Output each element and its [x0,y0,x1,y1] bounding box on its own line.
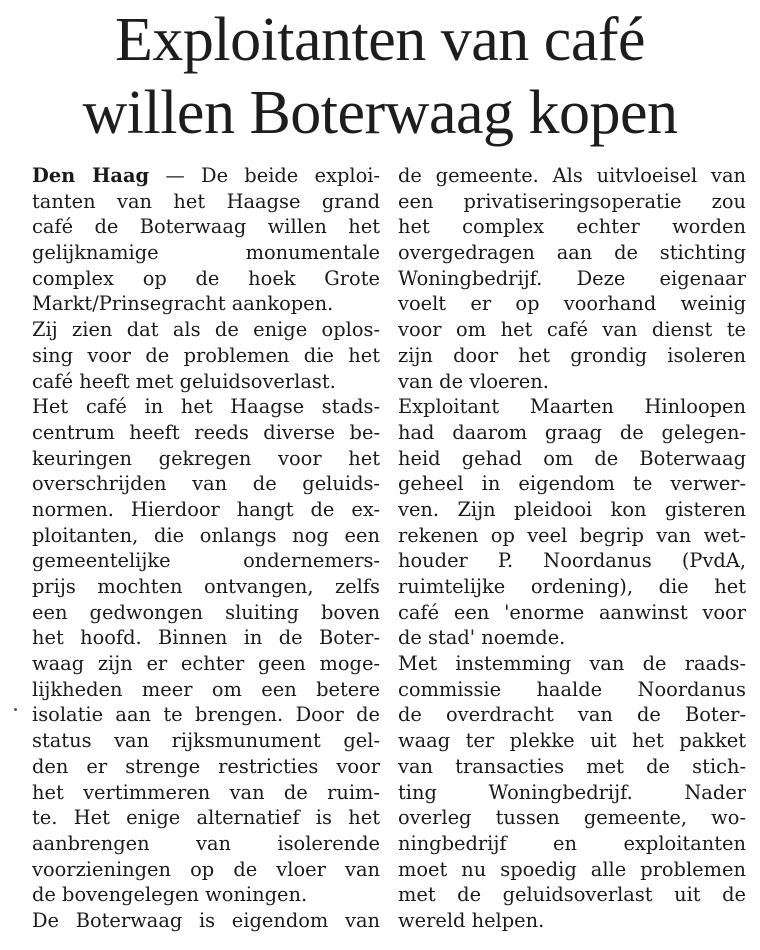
article-text-span: — De beide exploi- [149,164,380,187]
article-text-line: waag zijn er echter geen moge- [32,652,380,676]
article-text-line: tanten van het Haagse grand [32,189,380,213]
dateline: Den Haag [32,164,150,187]
article-text-line: complex op de hoek Grote [32,266,380,290]
article-text-line: Zij zien dat als de enige oplos- [32,318,380,342]
article-text-line: voelt er op voorhand weinig [398,292,746,316]
article-text-line: de gemeente. Als uitvloeisel van [398,164,746,187]
article-text-line: Exploitant Maarten Hinloopen [398,395,746,419]
article-text-line: had daarom graag de gelegen- [398,420,746,444]
print-speck [14,708,17,711]
article-text-line: Het café in het Haagse stads- [32,395,380,419]
article-text-line: ting Woningbedrijf. Nader [398,780,746,804]
article-text-line: centrum heeft reeds diverse be- [32,420,380,444]
article-text-line: de overdracht van de Boter- [398,703,746,727]
article-text-line [32,163,380,189]
article-text-line: moet nu spoedig alle problemen [398,857,746,881]
article-text-line: prijs mochten ontvangen, zelfs [32,575,380,598]
article-text-line: lijkheden meer om een betere [32,677,380,701]
article-text-line: met de geluidsoverlast uit de [398,883,746,907]
article-text-line: sing voor de problemen die het [32,343,380,367]
article-text-line: de bovengelegen woningen. [32,883,308,907]
article-text-line: geheel in eigendom te verwer- [398,472,746,496]
article-text-line: status van rijksmunument gel- [32,729,380,753]
article-text-line: aanbrengen van isolerende [32,831,380,855]
article-text-line: Met instemming van de raads- [398,652,746,676]
article-text-line: Woningbedrijf. Deze eigenaar [398,266,746,290]
article-text-line: De Boterwaag is eigendom van [32,908,380,932]
article-text-line: normen. Hierdoor hangt de ex- [32,497,380,521]
article-text-line: ruimtelijke ordening), die het [398,575,746,598]
article-column-left [32,163,380,943]
article-text-line: van de vloeren. [398,369,549,393]
article-text-line: isolatie aan te brengen. Door de [32,703,380,727]
article-text-line: een gedwongen sluiting boven [32,600,380,624]
article-text-line: Markt/Prinsegracht aankopen. [32,292,334,316]
article-text-line: overschrijden van de geluids- [32,472,380,496]
article-text-line: het hoofd. Binnen in de Boter- [32,626,380,650]
article-text-line: een privatiseringsoperatie zou [398,189,746,213]
article-text-line: gelijknamige monumentale [32,241,380,265]
article-text-line: ningbedrijf en exploitanten [398,831,746,855]
article-text-line: ploitanten, die onlangs nog een [32,523,380,547]
headline-line-1: Exploitanten van café [114,6,646,74]
article-text-line: houder P. Noordanus (PvdA, [398,549,746,573]
article-text-line: den er strenge restricties voor [32,754,380,778]
article-text-line: rekenen op veel begrip van wet- [398,523,746,547]
article-text-line: ven. Zijn pleidooi kon gisteren [398,497,746,521]
article-text-line: zijn door het grondig isoleren [398,343,746,367]
article-text-line: te. Het enige alternatief is het [32,806,380,830]
article-text-line: voorzieningen op de vloer van [32,857,380,881]
article-text-line: gemeentelijke ondernemers- [32,549,380,573]
article-text-line: waag ter plekke uit het pakket [398,729,746,753]
article-text-line: café een 'enorme aanwinst voor [398,600,746,624]
article-text-line: overgedragen aan de stichting [398,241,746,265]
article-text-line: de stad' noemde. [398,626,566,650]
article-text-line: overleg tussen gemeente, wo- [398,806,746,830]
headline-line-2: willen Boterwaag kopen [82,79,678,147]
article-text-line: commissie haalde Noordanus [398,677,746,701]
article-text-line: het vertimmeren van de ruim- [32,780,380,804]
article-text-line: voor om het café van dienst te [398,318,746,342]
article-text-line: keuringen gekregen voor het [32,446,380,470]
article-text-line: van transacties met de stich- [398,754,746,778]
article-text-line: heid gehad om de Boterwaag [398,446,746,470]
article-text-line: café de Boterwaag willen het [32,215,380,239]
article-text-line: café heeft met geluidsoverlast. [32,369,336,393]
article-text-line: wereld helpen. [398,908,545,932]
article-column-right [398,163,746,943]
article-text-line: het complex echter worden [398,215,746,239]
